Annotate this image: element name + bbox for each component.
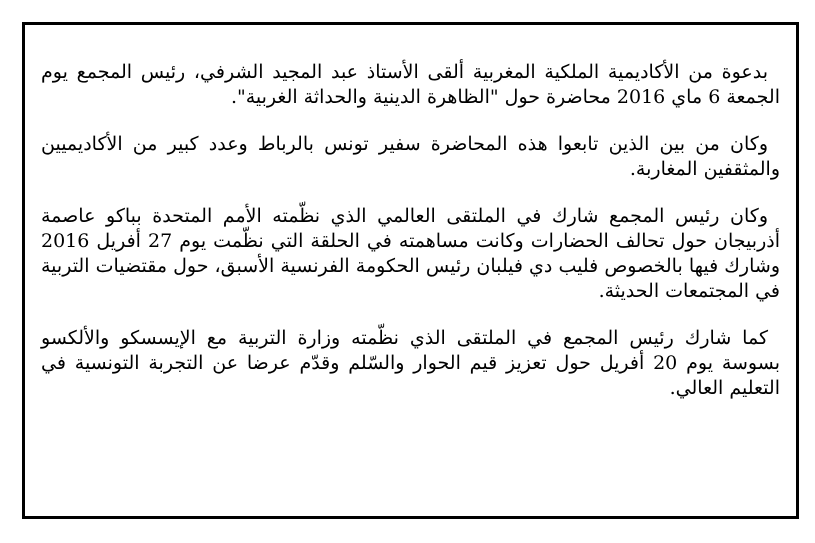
paragraph-baku-forum: وكان رئيس المجمع شارك في الملتقى العالمي الذي نظّمته الأمم المتحدة بباكو عاصمة أذربيجان حول تحالف الحضارات وكانت مساهمته في الحلقة التي نظّمت يوم 27 أفريل 2016 وشارك فيها بالخصوص فليب دي فيلبان رئيس الحكومة الفرنسية الأسبق، حول مقتضيات التربية في المجتمعات الحديثة.: [41, 205, 780, 302]
article-body: [41, 60, 780, 423]
paragraph-lecture-invitation: بدعوة من الأكاديمية الملكية المغربية ألقى الأستاذ عبد المجيد الشرفي، رئيس المجمع يوم الجمعة 6 ماي 2016 محاضرة حول "الظاهرة الدينية والحداثة الغربية".: [41, 61, 780, 108]
paragraph-attendees: وكان من بين الذين تابعوا هذه المحاضرة سفير تونس بالرباط وعدد كبير من الأكاديميين والمثقفين المغاربة.: [41, 133, 780, 180]
bordered-text-box: [22, 22, 799, 519]
paragraph-sousse-forum: كما شارك رئيس المجمع في الملتقى الذي نظّمته وزارة التربية مع الإيسسكو والألكسو بسوسة يوم 20 أفريل حول تعزيز قيم الحوار والسّلم وقدّم عرضا عن التجربة التونسية في التعليم العالي.: [41, 327, 780, 399]
